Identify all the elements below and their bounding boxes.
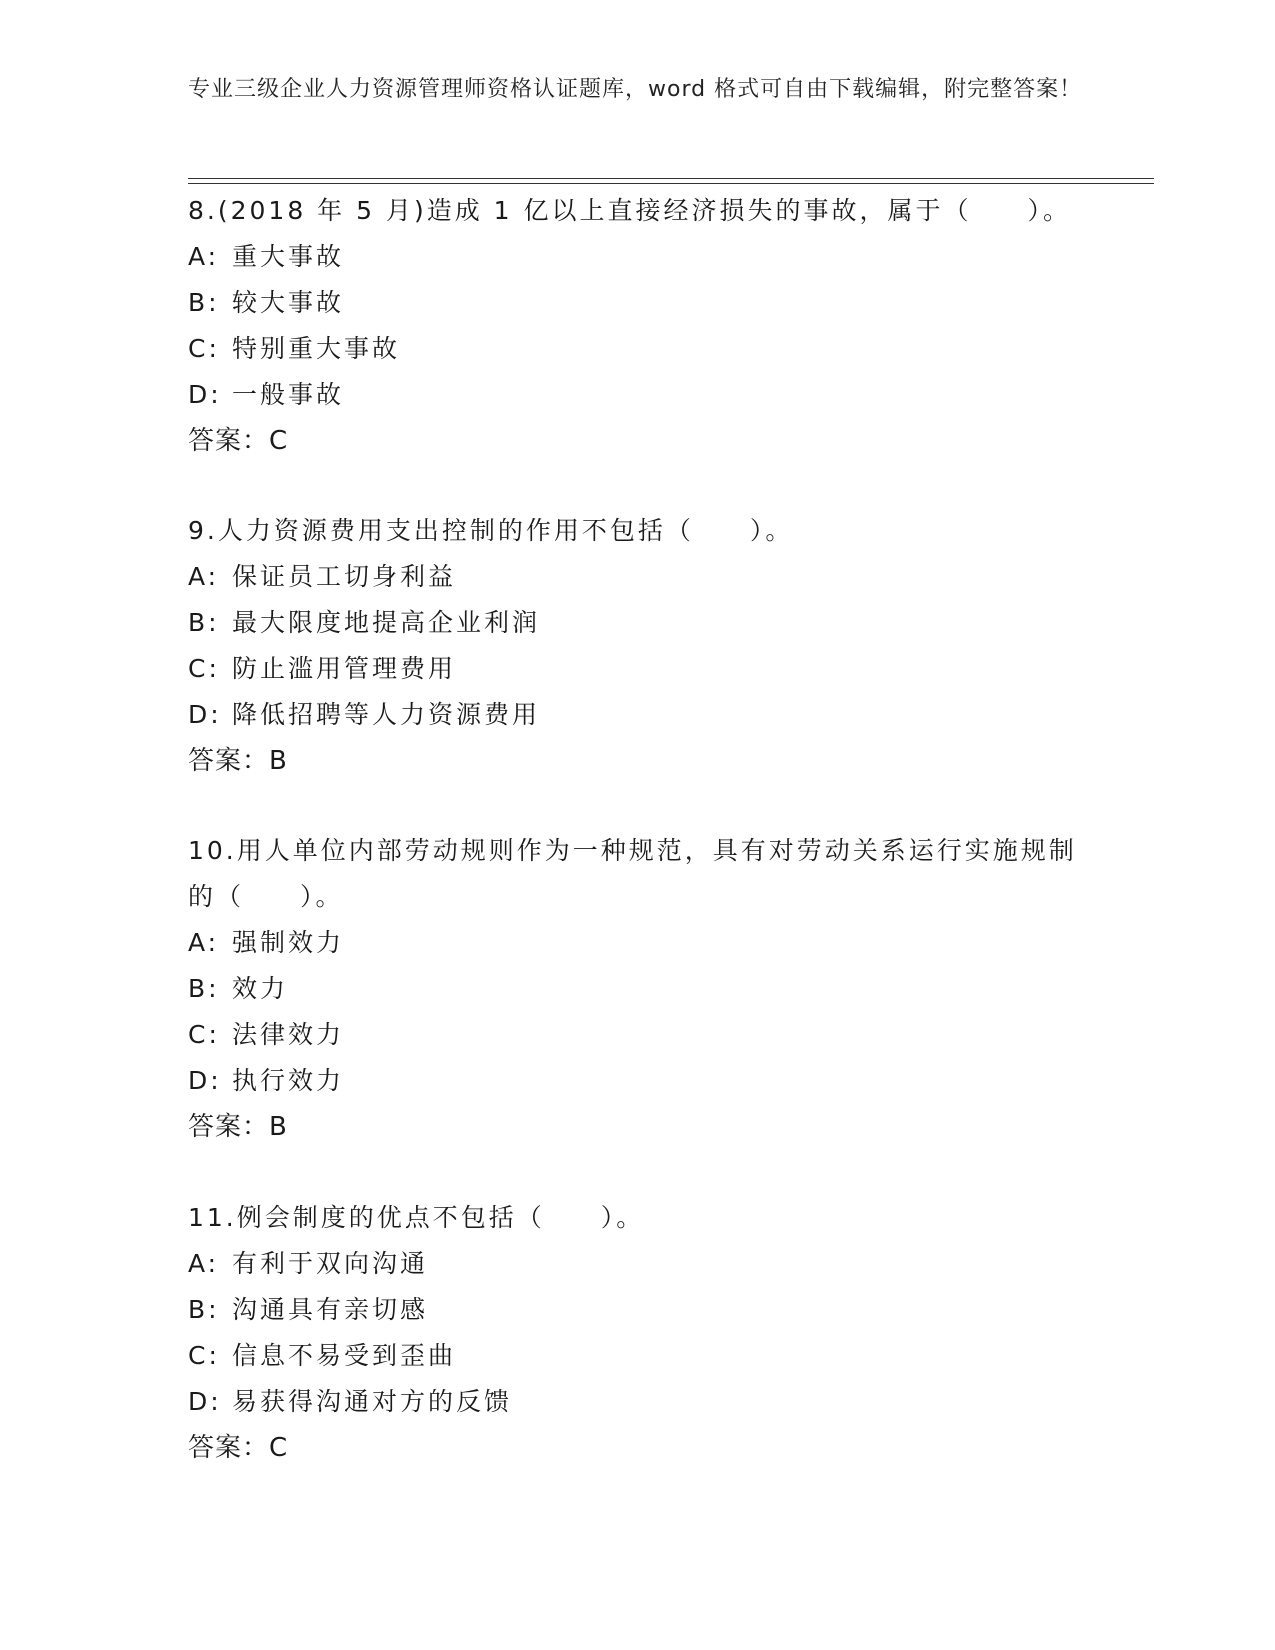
option-text: 保证员工切身利益 bbox=[232, 562, 457, 591]
option-text: 效力 bbox=[232, 974, 289, 1003]
question-stem: 9.人力资源费用支出控制的作用不包括（ ）。 bbox=[188, 516, 794, 545]
option-letter: A: bbox=[188, 1249, 220, 1278]
option-d bbox=[188, 372, 1088, 418]
answer-value: B bbox=[269, 1112, 288, 1142]
option-c bbox=[188, 1333, 1088, 1379]
option-text: 易获得沟通对方的反馈 bbox=[232, 1387, 513, 1416]
page-header: 专业三级企业人力资源管理师资格认证题库，word 格式可自由下载编辑，附完整答案！ bbox=[188, 77, 1083, 102]
option-letter: B: bbox=[188, 1295, 220, 1324]
option-text: 特别重大事故 bbox=[232, 334, 401, 363]
option-text: 有利于双向沟通 bbox=[232, 1249, 429, 1278]
question-stem: 10.用人单位内部劳动规则作为一种规范，具有对劳动关系运行实施规制的（ ）。 bbox=[188, 836, 1077, 911]
option-text: 降低招聘等人力资源费用 bbox=[232, 700, 541, 729]
answer-line bbox=[188, 738, 1088, 784]
option-letter: A: bbox=[188, 928, 220, 957]
answer-value: B bbox=[269, 746, 288, 776]
question-stem: 11.例会制度的优点不包括（ ）。 bbox=[188, 1203, 645, 1232]
option-text: 沟通具有亲切感 bbox=[232, 1295, 429, 1324]
option-text: 执行效力 bbox=[232, 1066, 345, 1095]
answer-value: C bbox=[269, 1433, 289, 1463]
option-letter: D: bbox=[188, 380, 222, 409]
option-letter: A: bbox=[188, 242, 220, 271]
answer-value: C bbox=[269, 426, 289, 456]
option-text: 强制效力 bbox=[232, 928, 345, 957]
option-text: 最大限度地提高企业利润 bbox=[232, 608, 541, 637]
option-b bbox=[188, 280, 1088, 326]
question-9 bbox=[188, 508, 1088, 784]
option-letter: A: bbox=[188, 562, 220, 591]
question-8 bbox=[188, 188, 1088, 464]
option-letter: C: bbox=[188, 334, 220, 363]
option-letter: B: bbox=[188, 608, 220, 637]
option-letter: D: bbox=[188, 1066, 222, 1095]
option-text: 防止滥用管理费用 bbox=[232, 654, 457, 683]
option-text: 信息不易受到歪曲 bbox=[232, 1341, 457, 1370]
option-text: 一般事故 bbox=[232, 380, 345, 409]
option-c bbox=[188, 1012, 1088, 1058]
option-letter: B: bbox=[188, 288, 220, 317]
option-b bbox=[188, 966, 1088, 1012]
option-letter: C: bbox=[188, 1020, 220, 1049]
option-letter: C: bbox=[188, 654, 220, 683]
option-letter: D: bbox=[188, 700, 222, 729]
option-d bbox=[188, 1379, 1088, 1425]
option-text: 法律效力 bbox=[232, 1020, 345, 1049]
question-11 bbox=[188, 1195, 1088, 1471]
header-divider-top bbox=[188, 178, 1154, 179]
option-d bbox=[188, 692, 1088, 738]
option-b bbox=[188, 1287, 1088, 1333]
option-d bbox=[188, 1058, 1088, 1104]
answer-label: 答案： bbox=[188, 1112, 270, 1142]
option-c bbox=[188, 646, 1088, 692]
question-stem: 8.(2018 年 5 月)造成 1 亿以上直接经济损失的事故，属于（ ）。 bbox=[188, 196, 1072, 225]
answer-line bbox=[188, 1104, 1088, 1150]
answer-line bbox=[188, 418, 1088, 464]
option-text: 重大事故 bbox=[232, 242, 345, 271]
option-a bbox=[188, 920, 1088, 966]
header-divider-bottom bbox=[188, 183, 1154, 184]
option-a bbox=[188, 554, 1088, 600]
option-text: 较大事故 bbox=[232, 288, 345, 317]
answer-label: 答案： bbox=[188, 746, 270, 776]
option-a bbox=[188, 234, 1088, 280]
question-10 bbox=[188, 828, 1088, 1150]
option-letter: D: bbox=[188, 1387, 222, 1416]
option-c bbox=[188, 326, 1088, 372]
option-a bbox=[188, 1241, 1088, 1287]
answer-label: 答案： bbox=[188, 1433, 270, 1463]
option-letter: C: bbox=[188, 1341, 220, 1370]
option-b bbox=[188, 600, 1088, 646]
option-letter: B: bbox=[188, 974, 220, 1003]
answer-label: 答案： bbox=[188, 426, 270, 456]
answer-line bbox=[188, 1425, 1088, 1471]
